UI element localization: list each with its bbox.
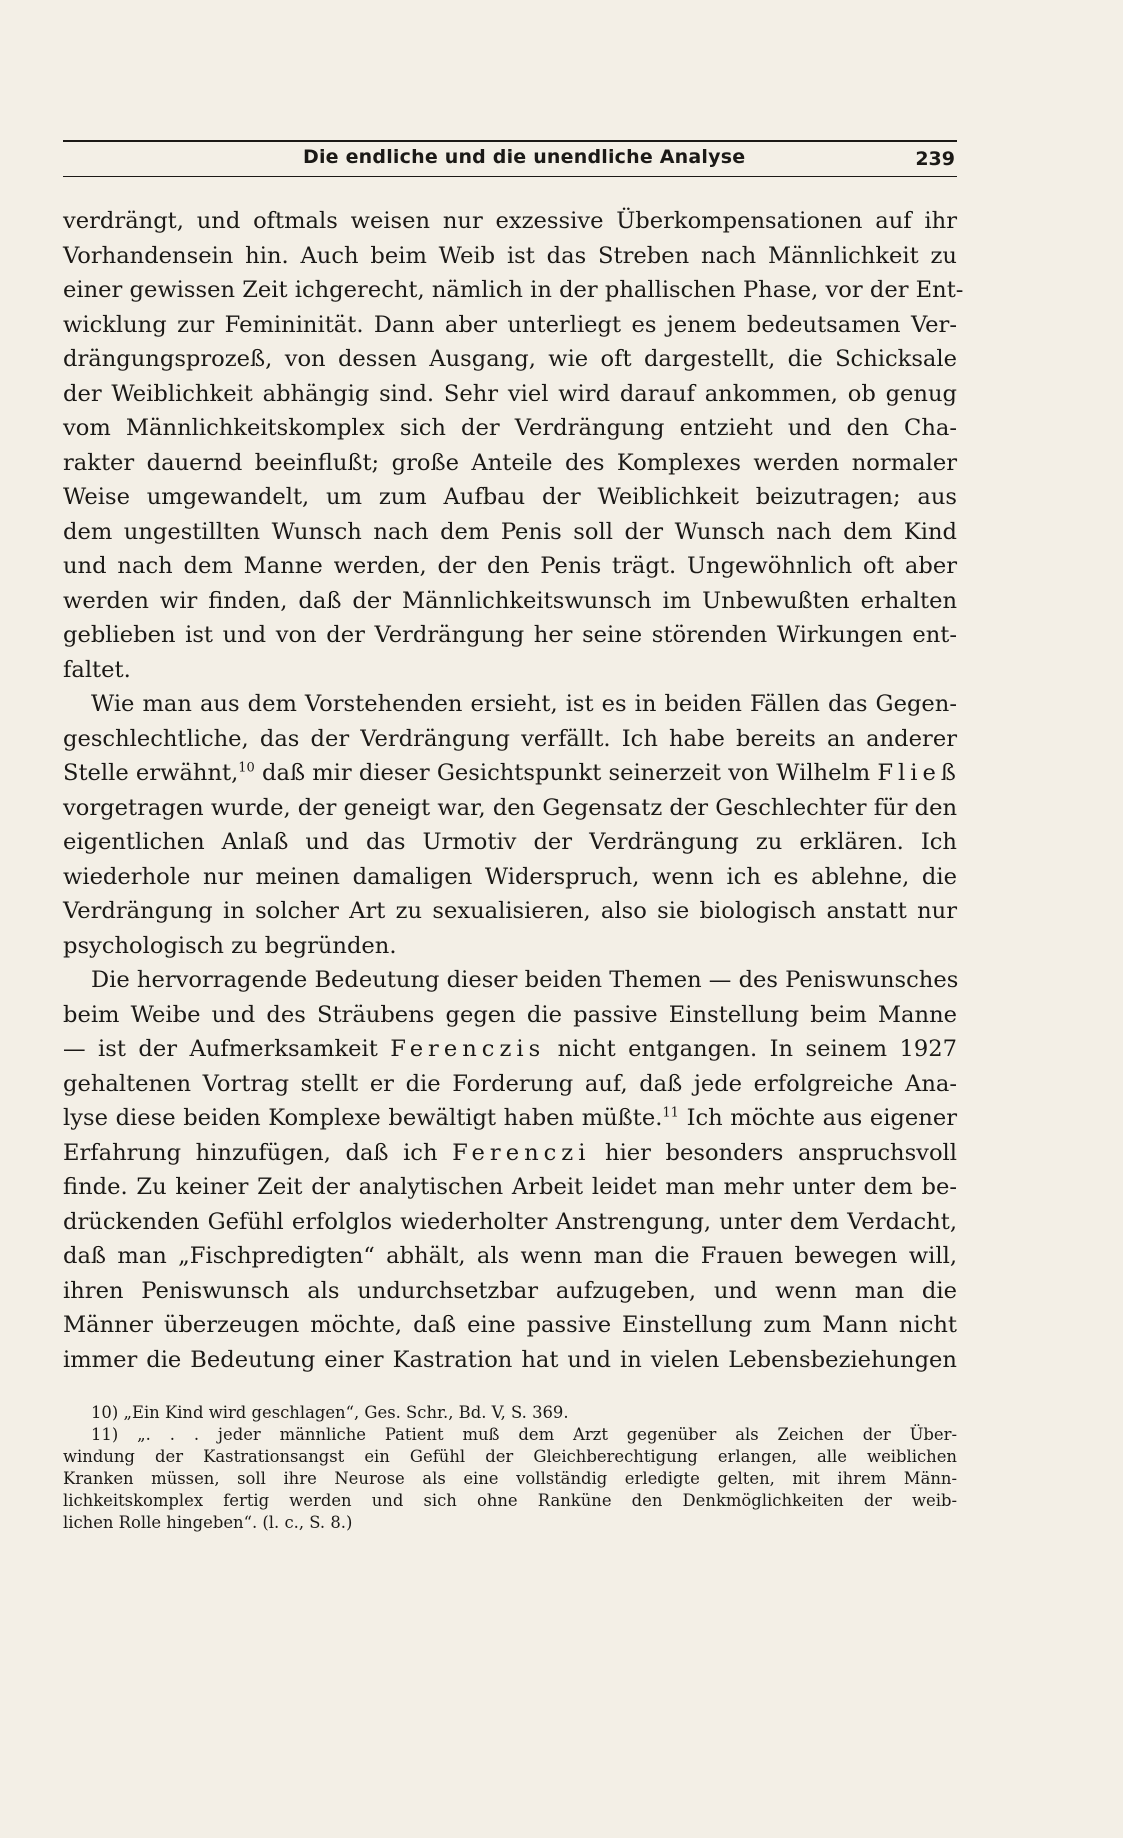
text-run: Erfahrung hinzufügen, daß ich — [63, 1139, 453, 1166]
text-line: geblieben ist und von der Verdrängung her seine störenden Wirkungen ent- — [63, 622, 957, 648]
text-run: — ist der Aufmerksamkeit — [63, 1036, 391, 1062]
footnote-reference-10: 10 — [238, 760, 255, 776]
header-rule-bottom — [63, 176, 957, 177]
text-line: vom Männlichkeitskomplex sich der Verdrängung entzieht und den Cha- — [63, 415, 957, 441]
text-run: Stelle erwähnt, — [63, 760, 239, 786]
footnote-marker: 10) — [91, 1403, 119, 1422]
footnote-text-line: lichkeitskomplex fertig werden und sich ohne Rankünе den Denkmöglichkeiten der weib- — [63, 1491, 957, 1510]
text-line: dem ungestillten Wunsch nach dem Penis soll der Wunsch nach dem Kind — [63, 518, 957, 545]
header-rule-top — [63, 140, 957, 142]
text-line: faltet. — [63, 656, 131, 683]
text-line: der Weiblichkeit abhängig sind. Sehr viel wird darauf ankommen, ob genug — [63, 380, 957, 407]
text-run: daß mir dieser Gesichtspunkt seinerzeit von Wilhelm — [254, 760, 878, 786]
person-name-ferenczis: Ferenczis — [390, 1036, 546, 1062]
text-run: lyse diese beiden Komplexe bewältigt haben müßte. — [63, 1105, 663, 1131]
footnote-text: „Ein Kind wird geschlagen“, Ges. Schr., Bd. V, S. 369. — [123, 1403, 569, 1422]
footnote-text-line: Kranken müssen, soll ihre Neurose als eine vollständig erledigte gelten, mit ihrem Männ- — [63, 1469, 957, 1488]
text-line — [63, 756, 961, 791]
footnote-text: „. . . jeder männliche Patient muß dem Arzt gegenüber als Zeichen der Über- — [137, 1425, 957, 1444]
footnotes — [63, 1402, 957, 1534]
footnote-10 — [63, 1402, 957, 1424]
running-head-title: Die endliche und die unendliche Analyse — [303, 146, 746, 168]
text-run: hier besonders anspruchsvoll — [590, 1139, 957, 1166]
text-line: eigentlichen Anlaß und das Urmotiv der Verdrängung zu erklären. Ich — [63, 829, 957, 855]
text-line: ihren Peniswunsch als undurchsetzbar aufzugeben, und wenn man die — [63, 1277, 957, 1304]
text-line: Wie man aus dem Vorstehenden ersieht, ist es in beiden Fällen das Gegen- — [91, 691, 957, 717]
footnote-reference-11: 11 — [662, 1105, 679, 1121]
text-line: gehaltenen Vortrag stellt er die Forderung auf, daß jede erfolgreiche Ana- — [63, 1070, 957, 1097]
text-line: daß man „Fischpredigten“ abhält, als wenn man die Frauen bewegen will, — [63, 1243, 957, 1269]
text-line: drängungsprozeß, von dessen Ausgang, wie oft dargestellt, die Schicksale — [63, 346, 957, 372]
text-line: Weise umgewandelt, um zum Aufbau der Weiblichkeit beizutragen; aus — [63, 484, 957, 510]
text-line: wiederhole nur meinen damaligen Widerspruch, wenn ich es ablehne, die — [63, 863, 957, 890]
text-line: Vorhandensein hin. Auch beim Weib ist das Streben nach Männlichkeit zu — [63, 242, 957, 269]
text-line: Die hervorragende Bedeutung dieser beiden Themen — des Peniswunsches — [91, 967, 959, 993]
body-text — [63, 204, 964, 1377]
text-line: Verdrängung in solcher Art zu sexualisieren, also sie biologisch anstatt nur — [63, 898, 957, 924]
text-line: Männer überzeugen möchte, daß eine passive Einstellung zum Mann nicht — [63, 1312, 957, 1338]
text-line: und nach dem Manne werden, der den Penis trägt. Ungewöhnlich oft aber — [63, 553, 957, 579]
page-number: 239 — [915, 148, 955, 170]
person-name-ferenczi: Ferenczi — [452, 1139, 591, 1166]
text-run: nicht entgangen. In seinem 1927 — [545, 1036, 957, 1062]
text-line — [63, 1101, 957, 1136]
text-run: Ich möchte aus eigener — [678, 1105, 957, 1131]
text-line: immer die Bedeutung einer Kastration hat und in vielen Lebensbeziehungen — [63, 1346, 957, 1373]
text-line: finde. Zu keiner Zeit der analytischen Arbeit leidet man mehr unter dem be- — [63, 1174, 957, 1200]
text-line: vorgetragen wurde, der geneigt war, den Gegensatz der Geschlechter für den — [63, 794, 957, 821]
text-line: wicklung zur Femininität. Dann aber unterliegt es jenem bedeutsamen Ver- — [63, 311, 957, 338]
text-line: beim Weibe und des Sträubens gegen die passive Einstellung beim Manne — [63, 1001, 957, 1028]
text-line: rakter dauernd beeinflußt; große Anteile des Komplexes werden normaler — [63, 449, 957, 476]
text-line: einer gewissen Zeit ichgerecht, nämlich in der phallischen Phase, vor der Ent- — [63, 277, 964, 303]
text-line: psychologisch zu begründen. — [63, 932, 397, 959]
text-line: drückenden Gefühl erfolglos wiederholter Anstrengung, unter dem Verdacht, — [63, 1208, 957, 1235]
text-line: verdrängt, und oftmals weisen nur exzessive Überkompensationen auf ihr — [63, 208, 957, 234]
footnote-text-line: windung der Kastrationsangst ein Gefühl der Gleichberechtigung erlangen, alle weiblichen — [63, 1447, 957, 1466]
text-line: werden wir finden, daß der Männlichkeitswunsch im Unbewußten erhalten — [63, 587, 957, 614]
text-line — [63, 1032, 957, 1067]
person-name-fliess: Fließ — [877, 760, 961, 786]
text-line — [63, 1136, 957, 1171]
footnote-11 — [63, 1424, 957, 1446]
footnote-text-line: lichen Rolle hingeben“. (l. c., S. 8.) — [63, 1513, 353, 1532]
text-line: geschlechtliche, das der Verdrängung verfällt. Ich habe bereits an anderer — [63, 725, 957, 752]
footnote-marker: 11) — [91, 1425, 119, 1444]
